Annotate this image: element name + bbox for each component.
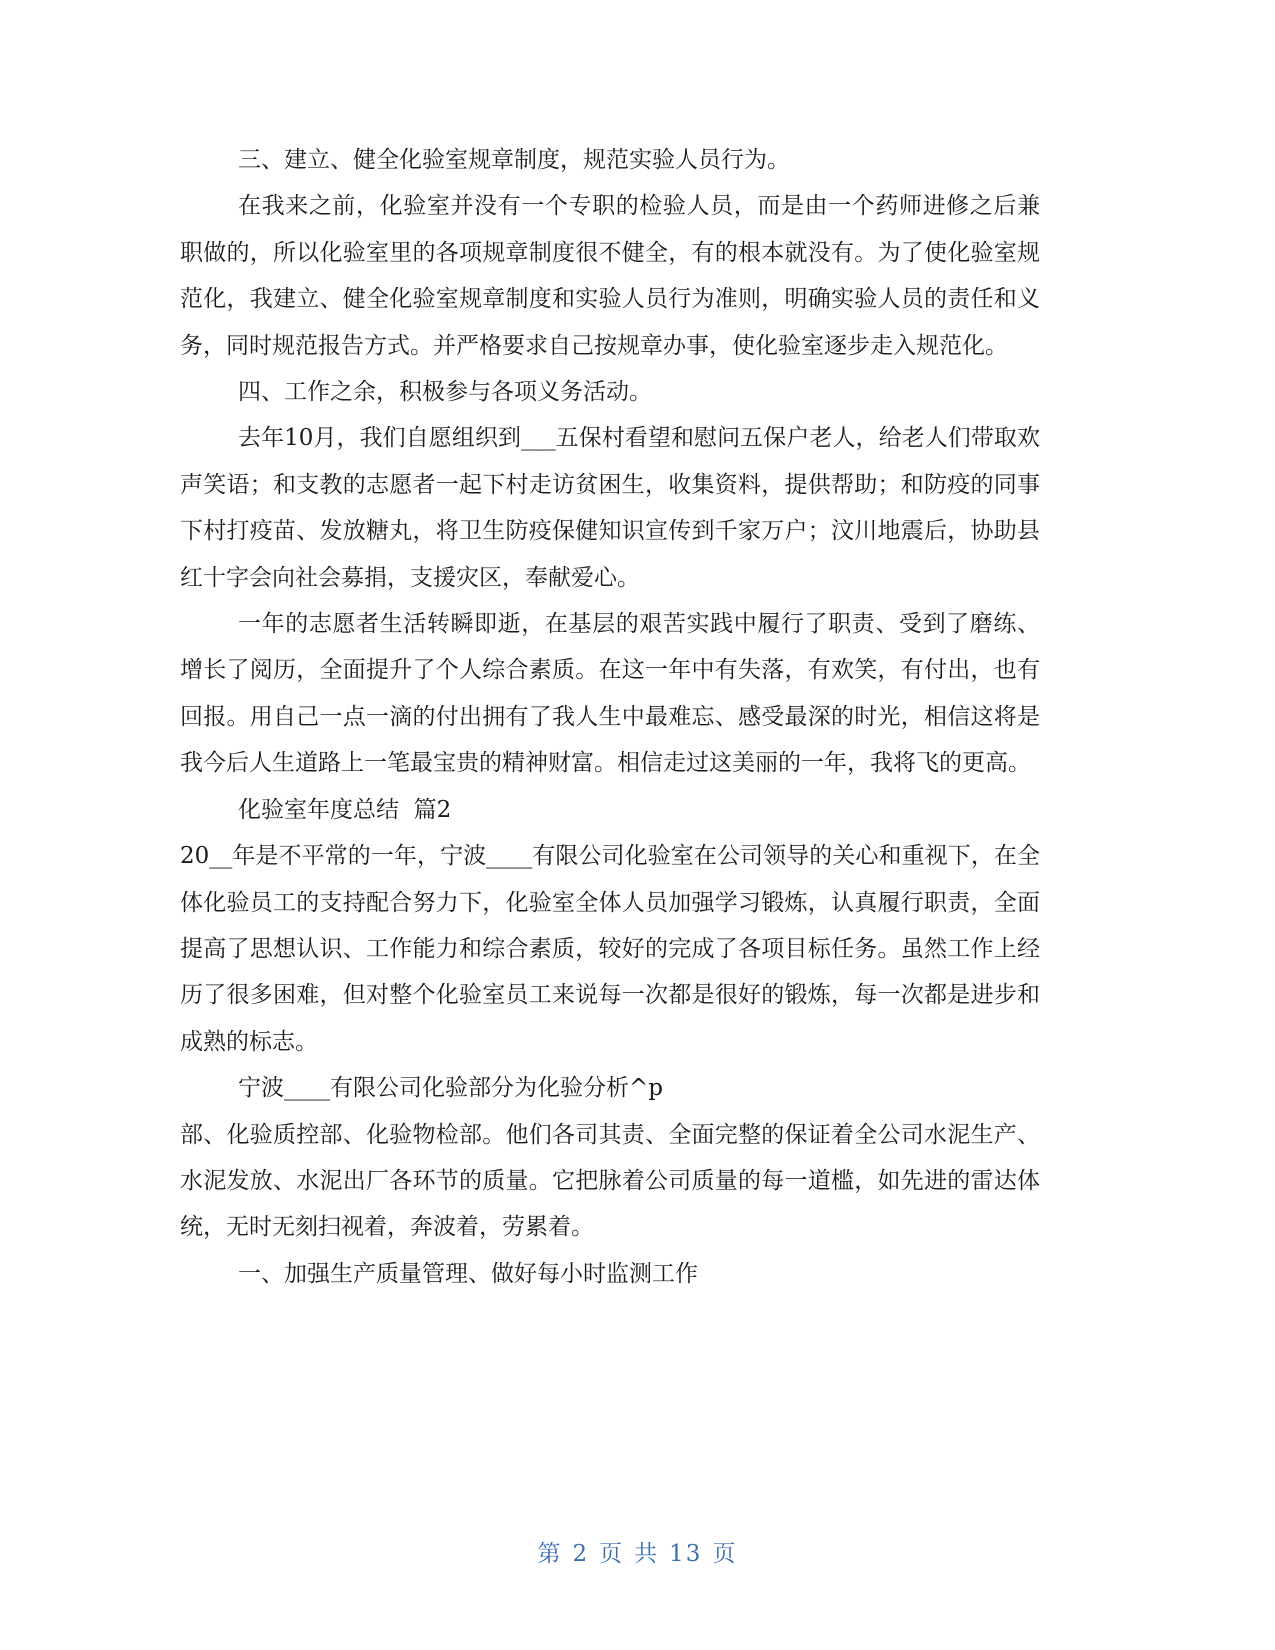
footer-middle2: 共 xyxy=(634,1541,660,1567)
footer-current-page: 2 xyxy=(572,1541,590,1567)
body-paragraph: 宁波____有限公司化验部分为化验分析^p xyxy=(238,1075,663,1102)
article-title: 化验室年度总结 篇2 xyxy=(238,796,452,823)
body-paragraph: 一年的志愿者生活转瞬即逝，在基层的艰苦实践中履行了职责、受到了磨练、增长了阅历，全面提升了个人综合素质。在这一年中有失落，有欢笑，有付出，也有回报。用自己一点一滴的付出拥有了我人生中最难忘、感受最深的时光，相信这将是我今后人生道路上一笔最宝贵的精神财富。相信走过这美丽的一年，我将飞的更高。 xyxy=(180,611,1040,777)
document-body xyxy=(180,137,1040,1297)
body-paragraph: 去年10月，我们自愿组织到___五保村看望和慰问五保户老人，给老人们带取欢声笑语；和支教的志愿者一起下村走访贫困生，收集资料，提供帮助；和防疫的同事下村打疫苗、发放糖丸，将卫生防疫保健知识宣传到千家万户；汶川地震后，协助县红十字会向社会募捐，支援灾区，奉献爱心。 xyxy=(180,425,1040,591)
footer-prefix: 第 xyxy=(537,1541,563,1567)
footer-middle: 页 xyxy=(599,1541,625,1567)
body-paragraph: 在我来之前，化验室并没有一个专职的检验人员，而是由一个药师进修之后兼职做的，所以化验室里的各项规章制度很不健全，有的根本就没有。为了使化验室规范化，我建立、健全化验室规章制度和实验人员行为准则，明确实验人员的责任和义务，同时规范报告方式。并严格要求自己按规章办事，使化验室逐步走入规范化。 xyxy=(180,193,1040,359)
footer-total-pages: 13 xyxy=(669,1541,703,1567)
section-heading-4: 四、工作之余，积极参与各项义务活动。 xyxy=(238,379,652,406)
section-heading-1: 一、加强生产质量管理、做好每小时监测工作 xyxy=(238,1260,698,1287)
page-number-footer xyxy=(0,1535,1275,1568)
body-paragraph: 20__年是不平常的一年，宁波____有限公司化验室在公司领导的关心和重视下，在全体化验员工的支持配合努力下，化验室全体人员加强学习锻炼，认真履行职责，全面提高了思想认识、工作能力和综合素质，较好的完成了各项目标任务。虽然工作上经历了很多困难，但对整个化验室员工来说每一次都是很好的锻炼，每一次都是进步和成熟的标志。 xyxy=(180,843,1040,1055)
footer-suffix: 页 xyxy=(712,1541,738,1567)
body-paragraph: 部、化验质控部、化验物检部。他们各司其责、全面完整的保证着全公司水泥生产、水泥发放、水泥出厂各环节的质量。它把脉着公司质量的每一道槛，如先进的雷达体统，无时无刻扫视着，奔波着，劳累着。 xyxy=(180,1121,1040,1241)
section-heading-3: 三、建立、健全化验室规章制度，规范实验人员行为。 xyxy=(238,147,790,173)
